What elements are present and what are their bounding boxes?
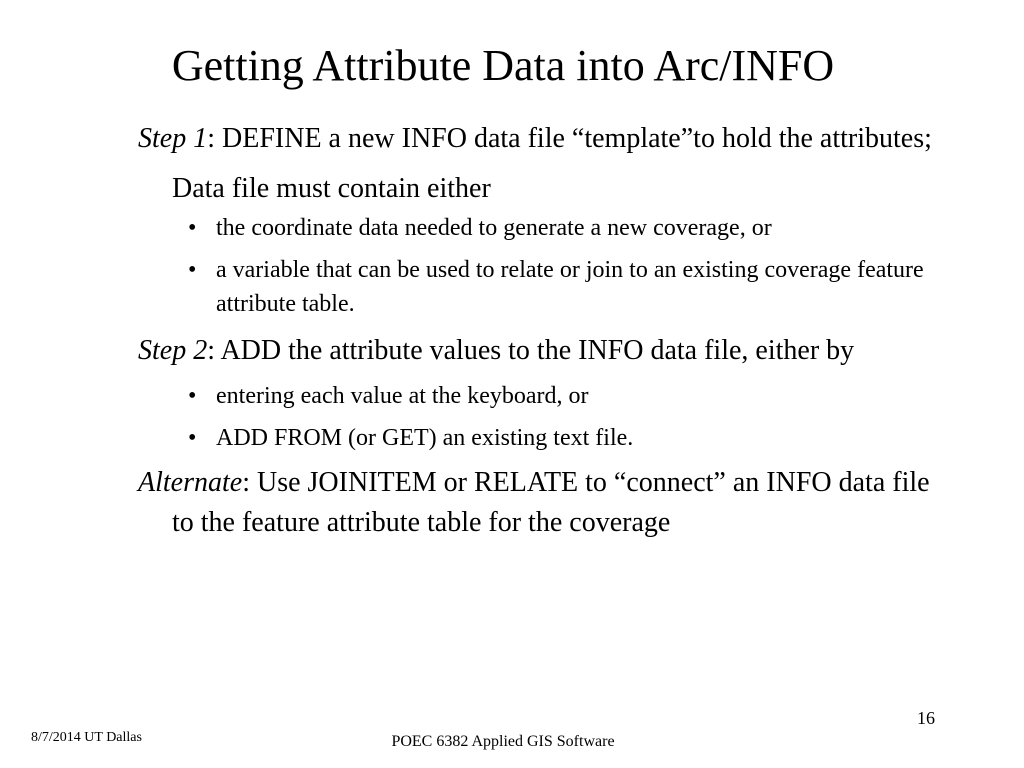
step1-text: : DEFINE a new INFO data file “template”to hold the attributes; <box>207 123 932 154</box>
step2-text: : ADD the attribute values to the INFO data file, either by <box>207 335 855 366</box>
list-item: • the coordinate data needed to generate a new coverage, or <box>138 211 938 245</box>
list-item: • ADD FROM (or GET) an existing text file. <box>138 421 938 455</box>
bullet-icon: • <box>188 257 197 283</box>
bullet-icon: • <box>188 383 197 409</box>
bullet-icon: • <box>188 215 197 241</box>
step2-bullets <box>138 379 938 455</box>
step2-paragraph <box>138 331 938 371</box>
step1-paragraph <box>138 119 938 159</box>
bullet-icon: • <box>188 425 197 451</box>
alternate-text: : Use JOINITEM or RELATE to “connect” an INFO data file to the feature attribute table for the coverage <box>172 467 930 538</box>
slide-title: Getting Attribute Data into Arc/INFO <box>171 41 835 90</box>
step1-bullets <box>138 211 938 321</box>
step1-label: Step 1 <box>138 123 208 154</box>
alternate-paragraph <box>138 463 938 543</box>
footer-date-org: 8/7/2014 UT Dallas <box>31 730 142 745</box>
alternate-label: Alternate <box>138 467 243 498</box>
page-number: 16 <box>917 708 935 728</box>
step2-label: Step 2 <box>138 335 208 366</box>
slide-body <box>138 119 938 543</box>
list-item: • a variable that can be used to relate or join to an existing coverage feature attribute table. <box>138 253 938 321</box>
step1-sub: Data file must contain either <box>172 173 491 204</box>
list-item: • entering each value at the keyboard, or <box>138 379 938 413</box>
footer-course: POEC 6382 Applied GIS Software <box>391 733 615 750</box>
